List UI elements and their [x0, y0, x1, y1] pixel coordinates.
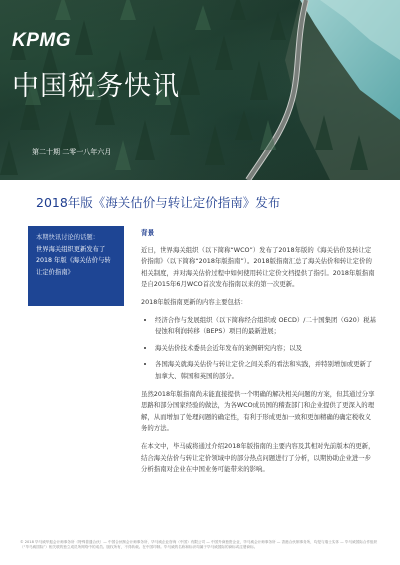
list-item: • 经济合作与发展组织（以下简称经合组织或 OECD）/二十国集团（G20）税基侵蚀和利润转移（BEPS）项目的最新进展； — [155, 315, 377, 338]
section-heading: 背景 — [141, 229, 155, 237]
copyright-footer: © 2018 毕马威华振会计师事务所（特殊普通合伙）— 中国合伙制会计师事务所，毕马威企业咨询（中国）有限公司 — 中国外商独资企业，毕马威会计师事务所 — 香港合伙制事务所，均是与瑞士实体 — 毕马威国际合作组织（“毕马威国际”）相关联的独立成员所网络中的成员。版权所有，不得转载。在中国印制。毕马威的名称和标识均属于毕马威国际的商标或注册商标。 — [20, 540, 378, 550]
cover-photo — [0, 0, 400, 180]
article-body — [141, 228, 377, 482]
topics-sidebar — [28, 226, 124, 306]
kpmg-logo: KPMG — [12, 30, 71, 51]
publication-title: 中国税务快讯 — [12, 71, 180, 102]
sidebar-topic: 世界海关组织更新发布了2018 年版《海关估价与转让定价指南》 — [36, 245, 111, 276]
paragraph-4: 在本文中，毕马威将通过介绍2018年版指南的主要内容及其相对先前版本的更新，结合海关估价与转让定价领域中的部分热点问题进行了分析，以期协助企业进一步分析指南对企业在中国业务可能带来的影响。 — [141, 441, 375, 474]
sidebar-heading: 本期快讯讨论的话题： — [36, 234, 99, 241]
document-title: 2018年版《海关估价与转让定价指南》发布 — [36, 195, 281, 210]
paragraph-2: 2018年版指南更新的内容主要包括： — [141, 297, 247, 306]
list-item: • 各国海关就海关估价与转让定价之间关系的看法和实践，并特别增加或更新了加拿大、韩国和英国的部分。 — [155, 359, 377, 382]
paragraph-3: 虽然2018年版指南尚未能直接提供一个明确的解决相关问题的方案，但其通过分享思路和部分国家经验的做法，为各WCO成员国的稽查部门和企业提供了更深入的理解，从而增加了处理问题的确定性，有利于形成更加一致和更加精确的确定税收义务的方法。 — [141, 389, 375, 433]
list-item: • 海关估价技术委员会近年发布的案例研究内容；以及 — [155, 343, 377, 355]
issue-date: 第二十期 二零一八年六月 — [32, 148, 112, 156]
paragraph-1: 近日，世界海关组织（以下简称“WCO”）发布了2018年版的《海关估价及转让定价指南》（以下简称“2018年版指南”）。2018版指南汇总了海关估价和转让定价的相关制度，并对海关估价过程中如何使用转让定价文档提供了指引。2018年版指南是自2015年6月WCO首次发布指南以来的第一次更新。 — [141, 245, 375, 289]
update-list — [141, 315, 377, 383]
